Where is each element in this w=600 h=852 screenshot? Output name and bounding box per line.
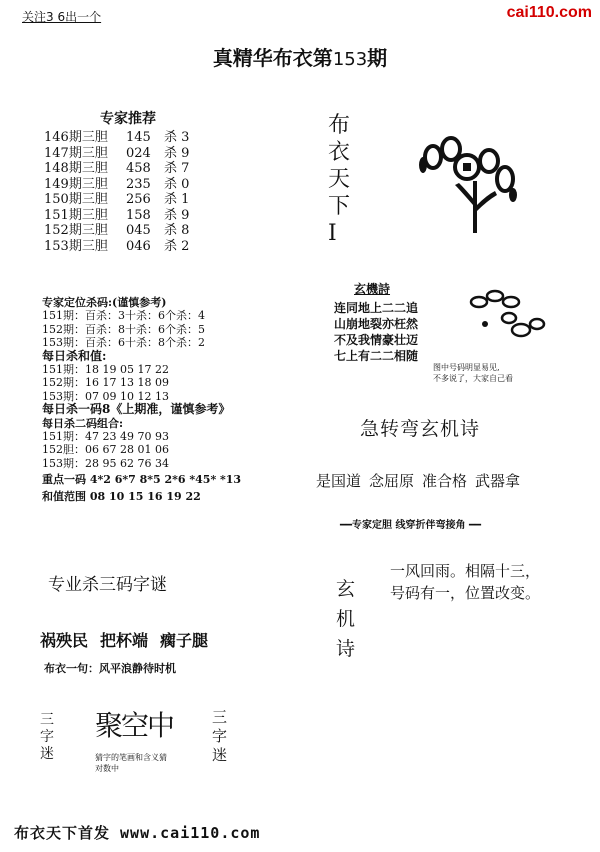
list-item: 153期：28 95 62 76 34 bbox=[42, 456, 169, 470]
list-item: 152期：百杀：8十杀：6个杀：5 bbox=[42, 322, 205, 336]
site-logo-text[interactable]: cai110.com bbox=[506, 4, 592, 21]
list-item: 152期：16 17 13 18 09 bbox=[42, 376, 169, 390]
title-text: 真精华布衣第 bbox=[212, 46, 333, 70]
kill-head: 专家定位杀码:(谨慎参考) bbox=[42, 296, 167, 309]
list-item: 151期：百杀：3十杀：6个杀：4 bbox=[42, 309, 205, 323]
pair-head: 每日杀二码组合: bbox=[42, 416, 124, 430]
xuanji-title: 玄機詩 bbox=[354, 282, 391, 296]
list-item: 151期：47 23 49 70 93 bbox=[42, 430, 169, 444]
zimi-word: 把杯端 bbox=[100, 631, 149, 650]
xuanji-poem: 连同地上二二追 山崩地裂亦枉然 不及我情豪壮迈 七上有二二相随 bbox=[334, 301, 419, 363]
expert-list bbox=[44, 130, 189, 254]
coin-circle-image bbox=[465, 288, 550, 348]
list-item: 146期三胆 145 杀 3 bbox=[44, 130, 190, 145]
buyi-vertical-title: 布 衣 天 下 I bbox=[328, 113, 351, 246]
buyi-sentence: 布衣一句：风平浪静待时机 bbox=[44, 662, 176, 675]
kill-code-block bbox=[42, 296, 241, 503]
list-item: 150期三胆 256 杀 1 bbox=[44, 192, 190, 207]
list-item: 152期三胆 045 杀 8 bbox=[44, 223, 190, 238]
puzzle-note: 猜字的笔画和含义猜 对数中 bbox=[95, 753, 167, 773]
turn-word: 武器拿 bbox=[475, 472, 521, 490]
list-item: 147期三胆 024 杀 9 bbox=[44, 145, 190, 161]
coin-chain-image bbox=[415, 135, 525, 240]
sum-range: 和值范围 08 10 15 16 19 22 bbox=[42, 489, 201, 503]
list-item: 153期：百杀：6十杀：8个杀：2 bbox=[42, 336, 205, 350]
turn-words bbox=[316, 470, 528, 491]
expert-dingdan-line: ━━专家定胆 线穿折伴弯接角 ━━ bbox=[340, 520, 482, 531]
puzzle-big-text: 聚空中 bbox=[95, 709, 174, 742]
turn-title: 急转弯玄机诗 bbox=[360, 418, 481, 440]
top-note: 关注3 6出一个 bbox=[22, 10, 102, 24]
list-item: 149期三胆 235 杀 0 bbox=[44, 176, 190, 192]
image-caption: 图中号码明显易见, 不多说了，大家自己看 bbox=[433, 363, 513, 383]
list-item: 151期三胆 158 杀 9 bbox=[44, 207, 190, 223]
zimi-words bbox=[40, 628, 220, 651]
zimi-word: 瘸子腿 bbox=[160, 631, 209, 650]
title-issue: 153 bbox=[332, 49, 368, 70]
footer-text: 布衣天下首发 www.cai110.com bbox=[14, 824, 261, 842]
side-label-left: 三 字 迷 bbox=[40, 712, 54, 762]
list-item: 153期：07 09 10 12 13 bbox=[42, 389, 169, 403]
key-code: 重点一码 4*2 6*7 8*5 2*6 *45* *13 bbox=[42, 473, 242, 487]
list-item: 153期三胆 046 杀 2 bbox=[44, 238, 190, 254]
turn-word: 念屈原 bbox=[369, 472, 415, 490]
sum-head: 每日杀和值: bbox=[42, 348, 107, 363]
xuanji-poem-text: 一风回雨。相隔十三， 号码有一，位置改变。 bbox=[390, 562, 541, 602]
list-item: 152胆：06 67 28 01 06 bbox=[42, 443, 169, 457]
list-item: 148期三胆 458 杀 7 bbox=[44, 161, 190, 176]
one-code: 每日杀一码8《上期准，谨慎参考》 bbox=[42, 402, 231, 417]
xuanji-vertical-label: 玄 机 诗 bbox=[336, 578, 356, 660]
expert-title: 专家推荐 bbox=[100, 111, 156, 127]
side-label-right: 三 字 迷 bbox=[212, 708, 228, 764]
list-item: 151期：18 19 05 17 22 bbox=[42, 363, 169, 377]
turn-word: 是国道 bbox=[316, 472, 362, 490]
title-suffix: 期 bbox=[367, 46, 388, 70]
turn-word: 准合格 bbox=[422, 472, 468, 490]
page-title bbox=[0, 42, 600, 71]
zimi-title: 专业杀三码字谜 bbox=[48, 575, 167, 595]
zimi-word: 祸殃民 bbox=[40, 631, 89, 650]
